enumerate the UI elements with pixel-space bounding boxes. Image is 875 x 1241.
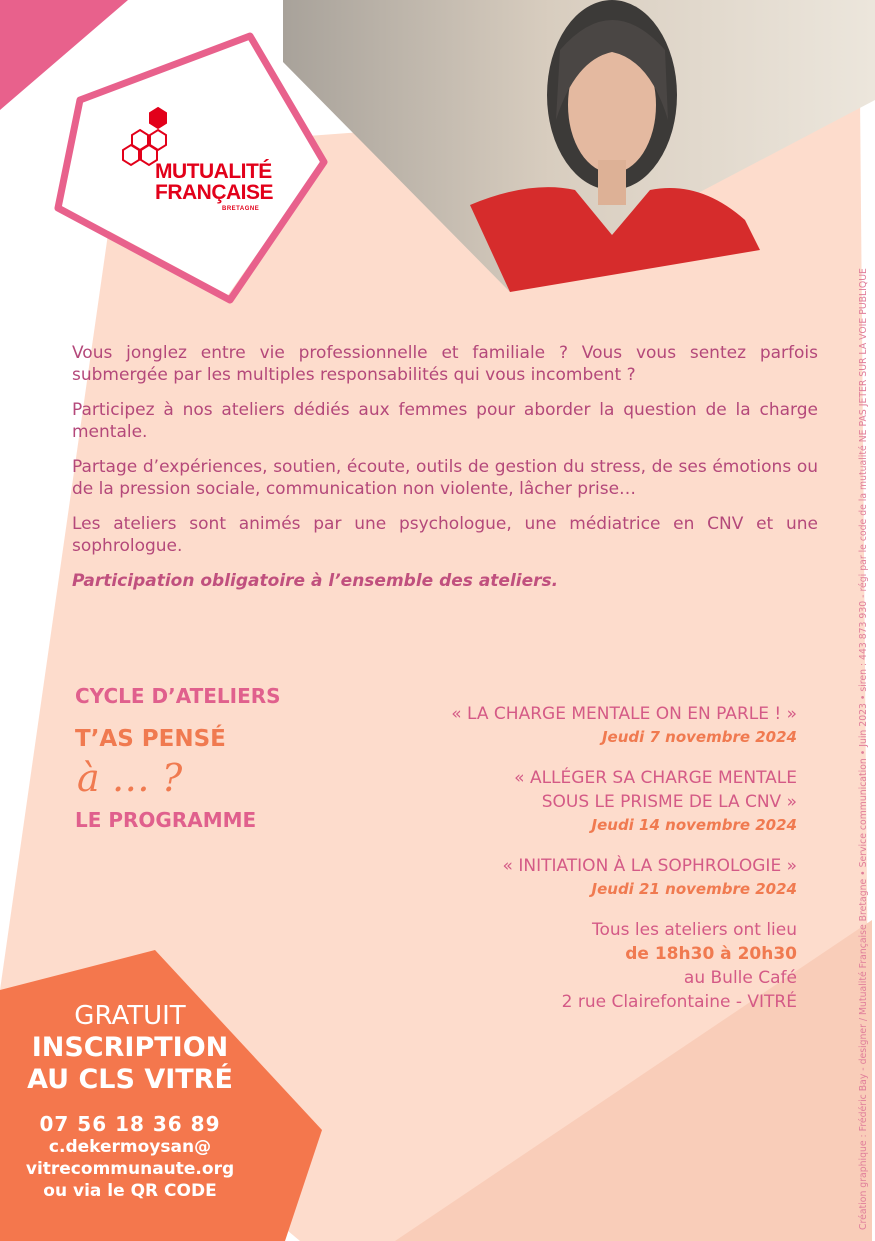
intro-paragraph-3: Partage d’expériences, soutien, écoute, outils de gestion du stress, de ses émotions ou de la pression sociale, communication non violente, lâcher prise… — [72, 457, 818, 499]
programme-list — [337, 702, 797, 1014]
workshop-title: « LA CHARGE MENTALE ON EN PARLE ! » — [451, 704, 797, 724]
registration-box — [0, 1000, 260, 1202]
qr-code-note: ou via le QR CODE — [43, 1181, 217, 1201]
venue-info — [337, 918, 797, 1014]
venue-line: Tous les ateliers ont lieu — [592, 920, 797, 940]
intro-paragraph-4: Les ateliers sont animés par une psychologue, une médiatrice en CNV et une sophrologue. — [72, 514, 818, 556]
venue-place: au Bulle Café — [683, 968, 797, 988]
venue-time: de 18h30 à 20h30 — [625, 944, 797, 964]
intro-text — [72, 342, 818, 605]
intro-paragraph-2: Participez à nos ateliers dédiés aux femmes pour aborder la question de la charge mentale. — [72, 400, 818, 442]
logo-francaise: FRANÇAISE — [155, 181, 274, 204]
workshop-item — [337, 766, 797, 836]
email-line-1[interactable]: c.dekermoysan@ — [48, 1137, 212, 1157]
programme-heading: LE PROGRAMME — [75, 808, 257, 832]
workshop-item — [337, 854, 797, 900]
workshop-title: « ALLÉGER SA CHARGE MENTALE SOUS LE PRISME DE LA CNV » — [514, 768, 797, 812]
cycle-title-script: à … ? — [77, 756, 183, 800]
free-label: GRATUIT — [74, 1001, 186, 1031]
workshop-date: Jeudi 21 novembre 2024 — [591, 880, 797, 898]
workshop-title: « INITIATION À LA SOPHROLOGIE » — [502, 856, 797, 876]
workshop-date: Jeudi 7 novembre 2024 — [601, 728, 797, 746]
workshop-item — [337, 702, 797, 748]
venue-address: 2 rue Clairefontaine - VITRÉ — [561, 992, 797, 1012]
phone-number[interactable]: 07 56 18 36 89 — [39, 1112, 221, 1136]
email-line-2[interactable]: vitrecommunaute.org — [25, 1159, 235, 1179]
vertical-credits: Création graphique : Frédéric Bay - designer / Mutualité Française Bretagne • Service communication • Juin 2023 • siren : 443 873 930 - régi par le code de la mutualité NE PAS JETER SUR LA VOIE PUBLIQUE — [858, 268, 869, 1230]
workshop-date: Jeudi 14 novembre 2024 — [591, 816, 797, 834]
intro-paragraph-1: Vous jonglez entre vie professionnelle et familiale ? Vous vous sentez parfois submergée par les multiples responsabilités qui vous incombent ? — [72, 343, 818, 385]
intro-mandatory-note: Participation obligatoire à l’ensemble des ateliers. — [72, 571, 559, 591]
cycle-title: T’AS PENSÉ — [75, 726, 226, 752]
logo-bretagne: BRETAGNE — [222, 206, 260, 212]
registration-line-2: AU CLS VITRÉ — [27, 1064, 233, 1095]
registration-line-1: INSCRIPTION — [31, 1032, 229, 1063]
cycle-label: CYCLE D’ATELIERS — [75, 684, 281, 708]
logo-mutualite: MUTUALITÉ — [155, 160, 272, 183]
